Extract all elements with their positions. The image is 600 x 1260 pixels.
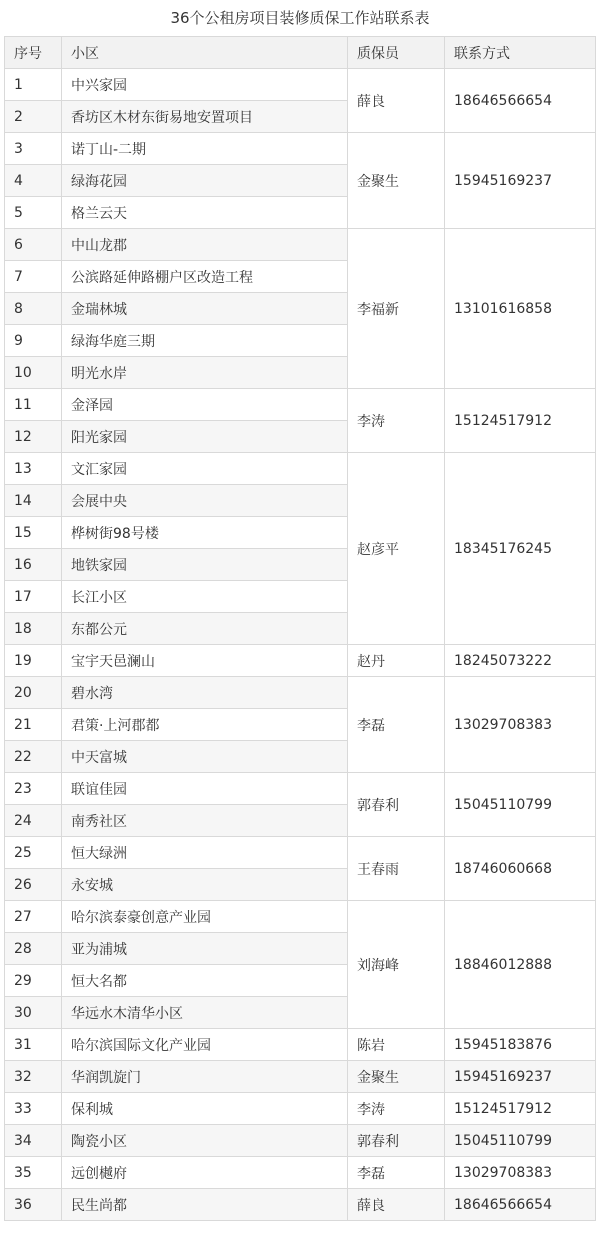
community-name: 绿海华庭三期: [62, 325, 348, 357]
staff-name: 李磊: [348, 677, 445, 773]
phone-number: 15945169237: [445, 1061, 596, 1093]
row-number: 1: [5, 69, 62, 101]
table-row: [5, 677, 596, 709]
phone-number: 18345176245: [445, 453, 596, 645]
row-number: 16: [5, 549, 62, 581]
staff-name: 李涛: [348, 389, 445, 453]
header-phone: 联系方式: [445, 37, 596, 69]
table-row: [5, 133, 596, 165]
staff-name: 郭春利: [348, 773, 445, 837]
row-number: 36: [5, 1189, 62, 1221]
staff-name: 陈岩: [348, 1029, 445, 1061]
row-number: 29: [5, 965, 62, 997]
table-row: [5, 1093, 596, 1125]
header-community: 小区: [62, 37, 348, 69]
row-number: 4: [5, 165, 62, 197]
table-row: [5, 1157, 596, 1189]
row-number: 25: [5, 837, 62, 869]
community-name: 明光水岸: [62, 357, 348, 389]
community-name: 阳光家园: [62, 421, 348, 453]
staff-name: 赵丹: [348, 645, 445, 677]
row-number: 3: [5, 133, 62, 165]
phone-number: 18846012888: [445, 901, 596, 1029]
staff-name: 李涛: [348, 1093, 445, 1125]
community-name: 恒大名都: [62, 965, 348, 997]
community-name: 诺丁山-二期: [62, 133, 348, 165]
row-number: 9: [5, 325, 62, 357]
table-row: [5, 69, 596, 101]
community-name: 绿海花园: [62, 165, 348, 197]
table-row: [5, 1029, 596, 1061]
phone-number: 18646566654: [445, 69, 596, 133]
row-number: 8: [5, 293, 62, 325]
community-name: 地铁家园: [62, 549, 348, 581]
community-name: 亚为浦城: [62, 933, 348, 965]
community-name: 远创樾府: [62, 1157, 348, 1189]
staff-name: 李福新: [348, 229, 445, 389]
community-name: 保利城: [62, 1093, 348, 1125]
row-number: 13: [5, 453, 62, 485]
community-name: 金瑞林城: [62, 293, 348, 325]
row-number: 28: [5, 933, 62, 965]
community-name: 民生尚都: [62, 1189, 348, 1221]
table-row: [5, 1189, 596, 1221]
row-number: 17: [5, 581, 62, 613]
phone-number: 15124517912: [445, 389, 596, 453]
community-name: 东都公元: [62, 613, 348, 645]
phone-number: 15945169237: [445, 133, 596, 229]
community-name: 恒大绿洲: [62, 837, 348, 869]
row-number: 30: [5, 997, 62, 1029]
row-number: 5: [5, 197, 62, 229]
phone-number: 18245073222: [445, 645, 596, 677]
community-name: 长江小区: [62, 581, 348, 613]
row-number: 35: [5, 1157, 62, 1189]
phone-number: 18646566654: [445, 1189, 596, 1221]
community-name: 宝宇天邑澜山: [62, 645, 348, 677]
community-name: 文汇家园: [62, 453, 348, 485]
row-number: 14: [5, 485, 62, 517]
community-name: 哈尔滨泰豪创意产业园: [62, 901, 348, 933]
staff-name: 薛良: [348, 1189, 445, 1221]
table-row: [5, 389, 596, 421]
contact-table: [4, 36, 596, 1221]
community-name: 格兰云天: [62, 197, 348, 229]
community-name: 华润凯旋门: [62, 1061, 348, 1093]
table-row: [5, 901, 596, 933]
phone-number: 13101616858: [445, 229, 596, 389]
staff-name: 王春雨: [348, 837, 445, 901]
row-number: 18: [5, 613, 62, 645]
community-name: 中山龙郡: [62, 229, 348, 261]
phone-number: 13029708383: [445, 1157, 596, 1189]
row-number: 27: [5, 901, 62, 933]
table-body: [5, 69, 596, 1221]
row-number: 11: [5, 389, 62, 421]
row-number: 23: [5, 773, 62, 805]
row-number: 33: [5, 1093, 62, 1125]
table-row: [5, 837, 596, 869]
community-name: 联谊佳园: [62, 773, 348, 805]
staff-name: 赵彦平: [348, 453, 445, 645]
staff-name: 郭春利: [348, 1125, 445, 1157]
row-number: 7: [5, 261, 62, 293]
community-name: 永安城: [62, 869, 348, 901]
community-name: 公滨路延伸路棚户区改造工程: [62, 261, 348, 293]
table-row: [5, 229, 596, 261]
community-name: 会展中央: [62, 485, 348, 517]
community-name: 中兴家园: [62, 69, 348, 101]
phone-number: 15045110799: [445, 773, 596, 837]
staff-name: 薛良: [348, 69, 445, 133]
header-staff: 质保员: [348, 37, 445, 69]
row-number: 20: [5, 677, 62, 709]
row-number: 34: [5, 1125, 62, 1157]
staff-name: 李磊: [348, 1157, 445, 1189]
row-number: 6: [5, 229, 62, 261]
header-no: 序号: [5, 37, 62, 69]
table-row: [5, 1125, 596, 1157]
community-name: 桦树街98号楼: [62, 517, 348, 549]
community-name: 碧水湾: [62, 677, 348, 709]
community-name: 哈尔滨国际文化产业园: [62, 1029, 348, 1061]
phone-number: 15945183876: [445, 1029, 596, 1061]
row-number: 10: [5, 357, 62, 389]
table-row: [5, 453, 596, 485]
row-number: 24: [5, 805, 62, 837]
table-row: [5, 645, 596, 677]
phone-number: 15124517912: [445, 1093, 596, 1125]
community-name: 南秀社区: [62, 805, 348, 837]
phone-number: 18746060668: [445, 837, 596, 901]
community-name: 香坊区木材东街易地安置项目: [62, 101, 348, 133]
row-number: 2: [5, 101, 62, 133]
phone-number: 15045110799: [445, 1125, 596, 1157]
table-row: [5, 773, 596, 805]
row-number: 31: [5, 1029, 62, 1061]
table-title: 36个公租房项目装修质保工作站联系表: [170, 9, 430, 27]
staff-name: 金聚生: [348, 1061, 445, 1093]
community-name: 华远水木清华小区: [62, 997, 348, 1029]
phone-number: 13029708383: [445, 677, 596, 773]
row-number: 12: [5, 421, 62, 453]
community-name: 陶瓷小区: [62, 1125, 348, 1157]
row-number: 26: [5, 869, 62, 901]
community-name: 君策·上河郡都: [62, 709, 348, 741]
row-number: 22: [5, 741, 62, 773]
staff-name: 刘海峰: [348, 901, 445, 1029]
row-number: 21: [5, 709, 62, 741]
row-number: 32: [5, 1061, 62, 1093]
row-number: 15: [5, 517, 62, 549]
header-row: [5, 37, 596, 69]
community-name: 中天富城: [62, 741, 348, 773]
staff-name: 金聚生: [348, 133, 445, 229]
row-number: 19: [5, 645, 62, 677]
table-row: [5, 1061, 596, 1093]
community-name: 金泽园: [62, 389, 348, 421]
